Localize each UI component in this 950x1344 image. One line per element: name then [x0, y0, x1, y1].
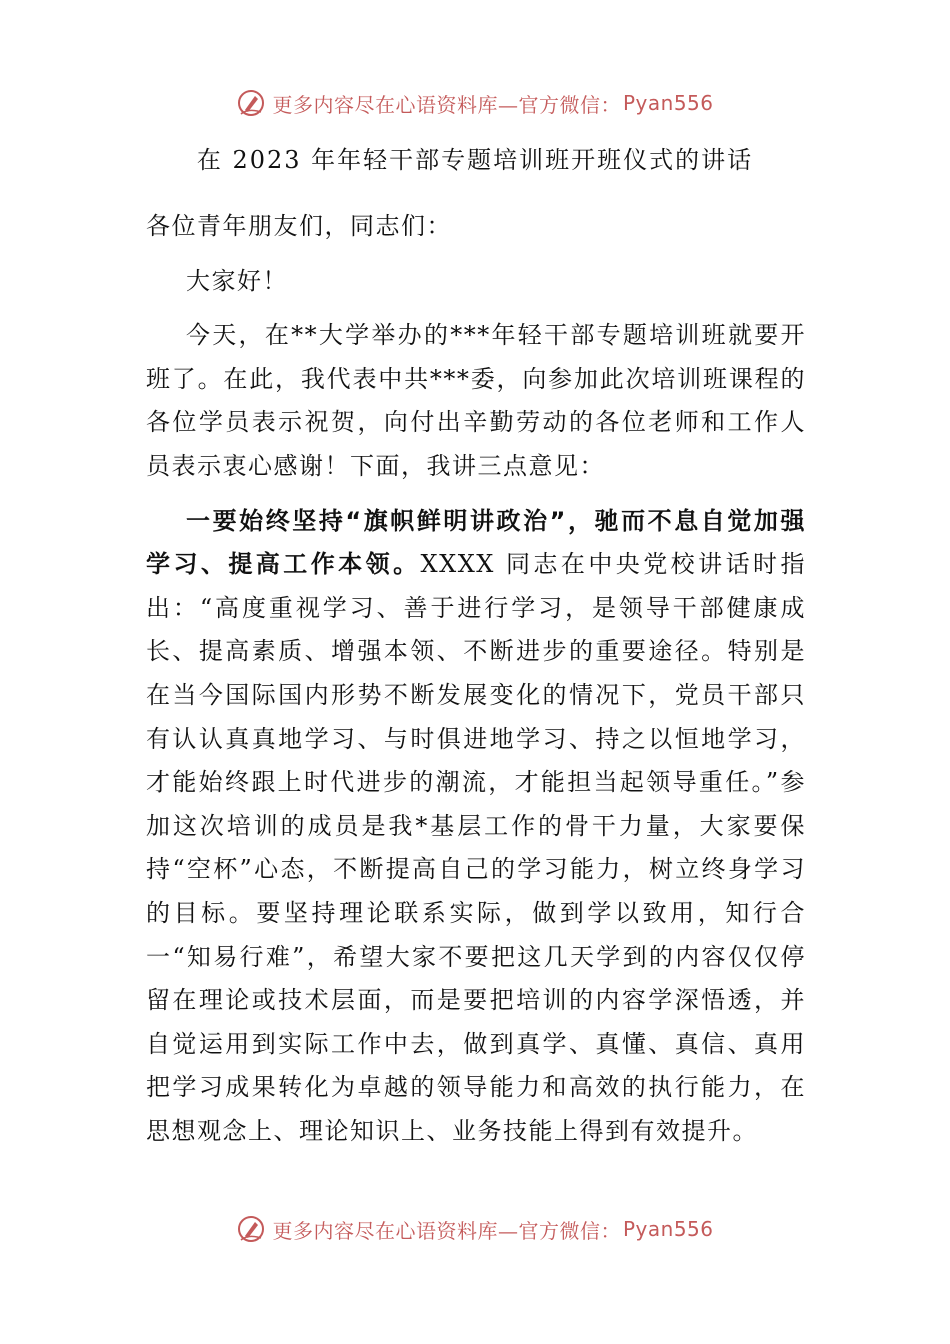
paragraph-intro: 今天，在**大学举办的***年轻干部专题培训班就要开班了。在此，我代表中共***委，向参加此次培训班课程的各位学员表示祝贺，向付出辛勤劳动的各位老师和工作人员表示衷心感谢！下面，我讲三点意见：	[146, 321, 806, 480]
document-title: 在 2023 年年轻干部专题培训班开班仪式的讲话	[196, 146, 754, 174]
watermark-wechat-id: Pyan556	[622, 1217, 714, 1241]
greeting: 大家好！	[186, 266, 288, 295]
paragraph-point-one-heading: 一要始终坚持“旗帜鲜明讲政治”，驰而不息自觉加强学习、提高工作本领。	[146, 506, 806, 579]
paragraph-point-one	[146, 500, 806, 1154]
watermark-wechat-id: Pyan556	[622, 91, 714, 115]
watermark-text: 更多内容尽在心语资料库—官方微信：	[272, 1218, 621, 1243]
pen-nib-circle-icon	[236, 88, 266, 118]
watermark-footer	[0, 1209, 950, 1249]
watermark-text: 更多内容尽在心语资料库—官方微信：	[272, 92, 621, 117]
paragraph-point-one-body: XXXX 同志在中央党校讲话时指出：“高度重视学习、善于进行学习，是领导干部健康成长、提高素质、增强本领、不断进步的重要途径。特别是在当今国际国内形势不断发展变化的情况下，党员干部只有认认真真地学习、与时俱进地学习、持之以恒地学习，才能始终跟上时代进步的潮流，才能担当起领导重任。”参加这次培训的成员是我*基层工作的骨干力量，大家要保持“空杯”心态，不断提高自己的学习能力，树立终身学习的目标。要坚持理论联系实际，做到学以致用，知行合一“知易行难”，希望大家不要把这几天学到的内容仅仅停留在理论或技术层面，而是要把培训的内容学深悟透，并自觉运用到实际工作中去，做到真学、真懂、真信、真用把学习成果转化为卓越的领导能力和高效的执行能力，在思想观念上、理论知识上、业务技能上得到有效提升。	[146, 550, 806, 1145]
pen-nib-circle-icon	[236, 1214, 266, 1244]
document-body	[146, 205, 806, 1153]
salutation: 各位青年朋友们，同志们：	[146, 212, 452, 240]
watermark-header	[0, 83, 950, 123]
